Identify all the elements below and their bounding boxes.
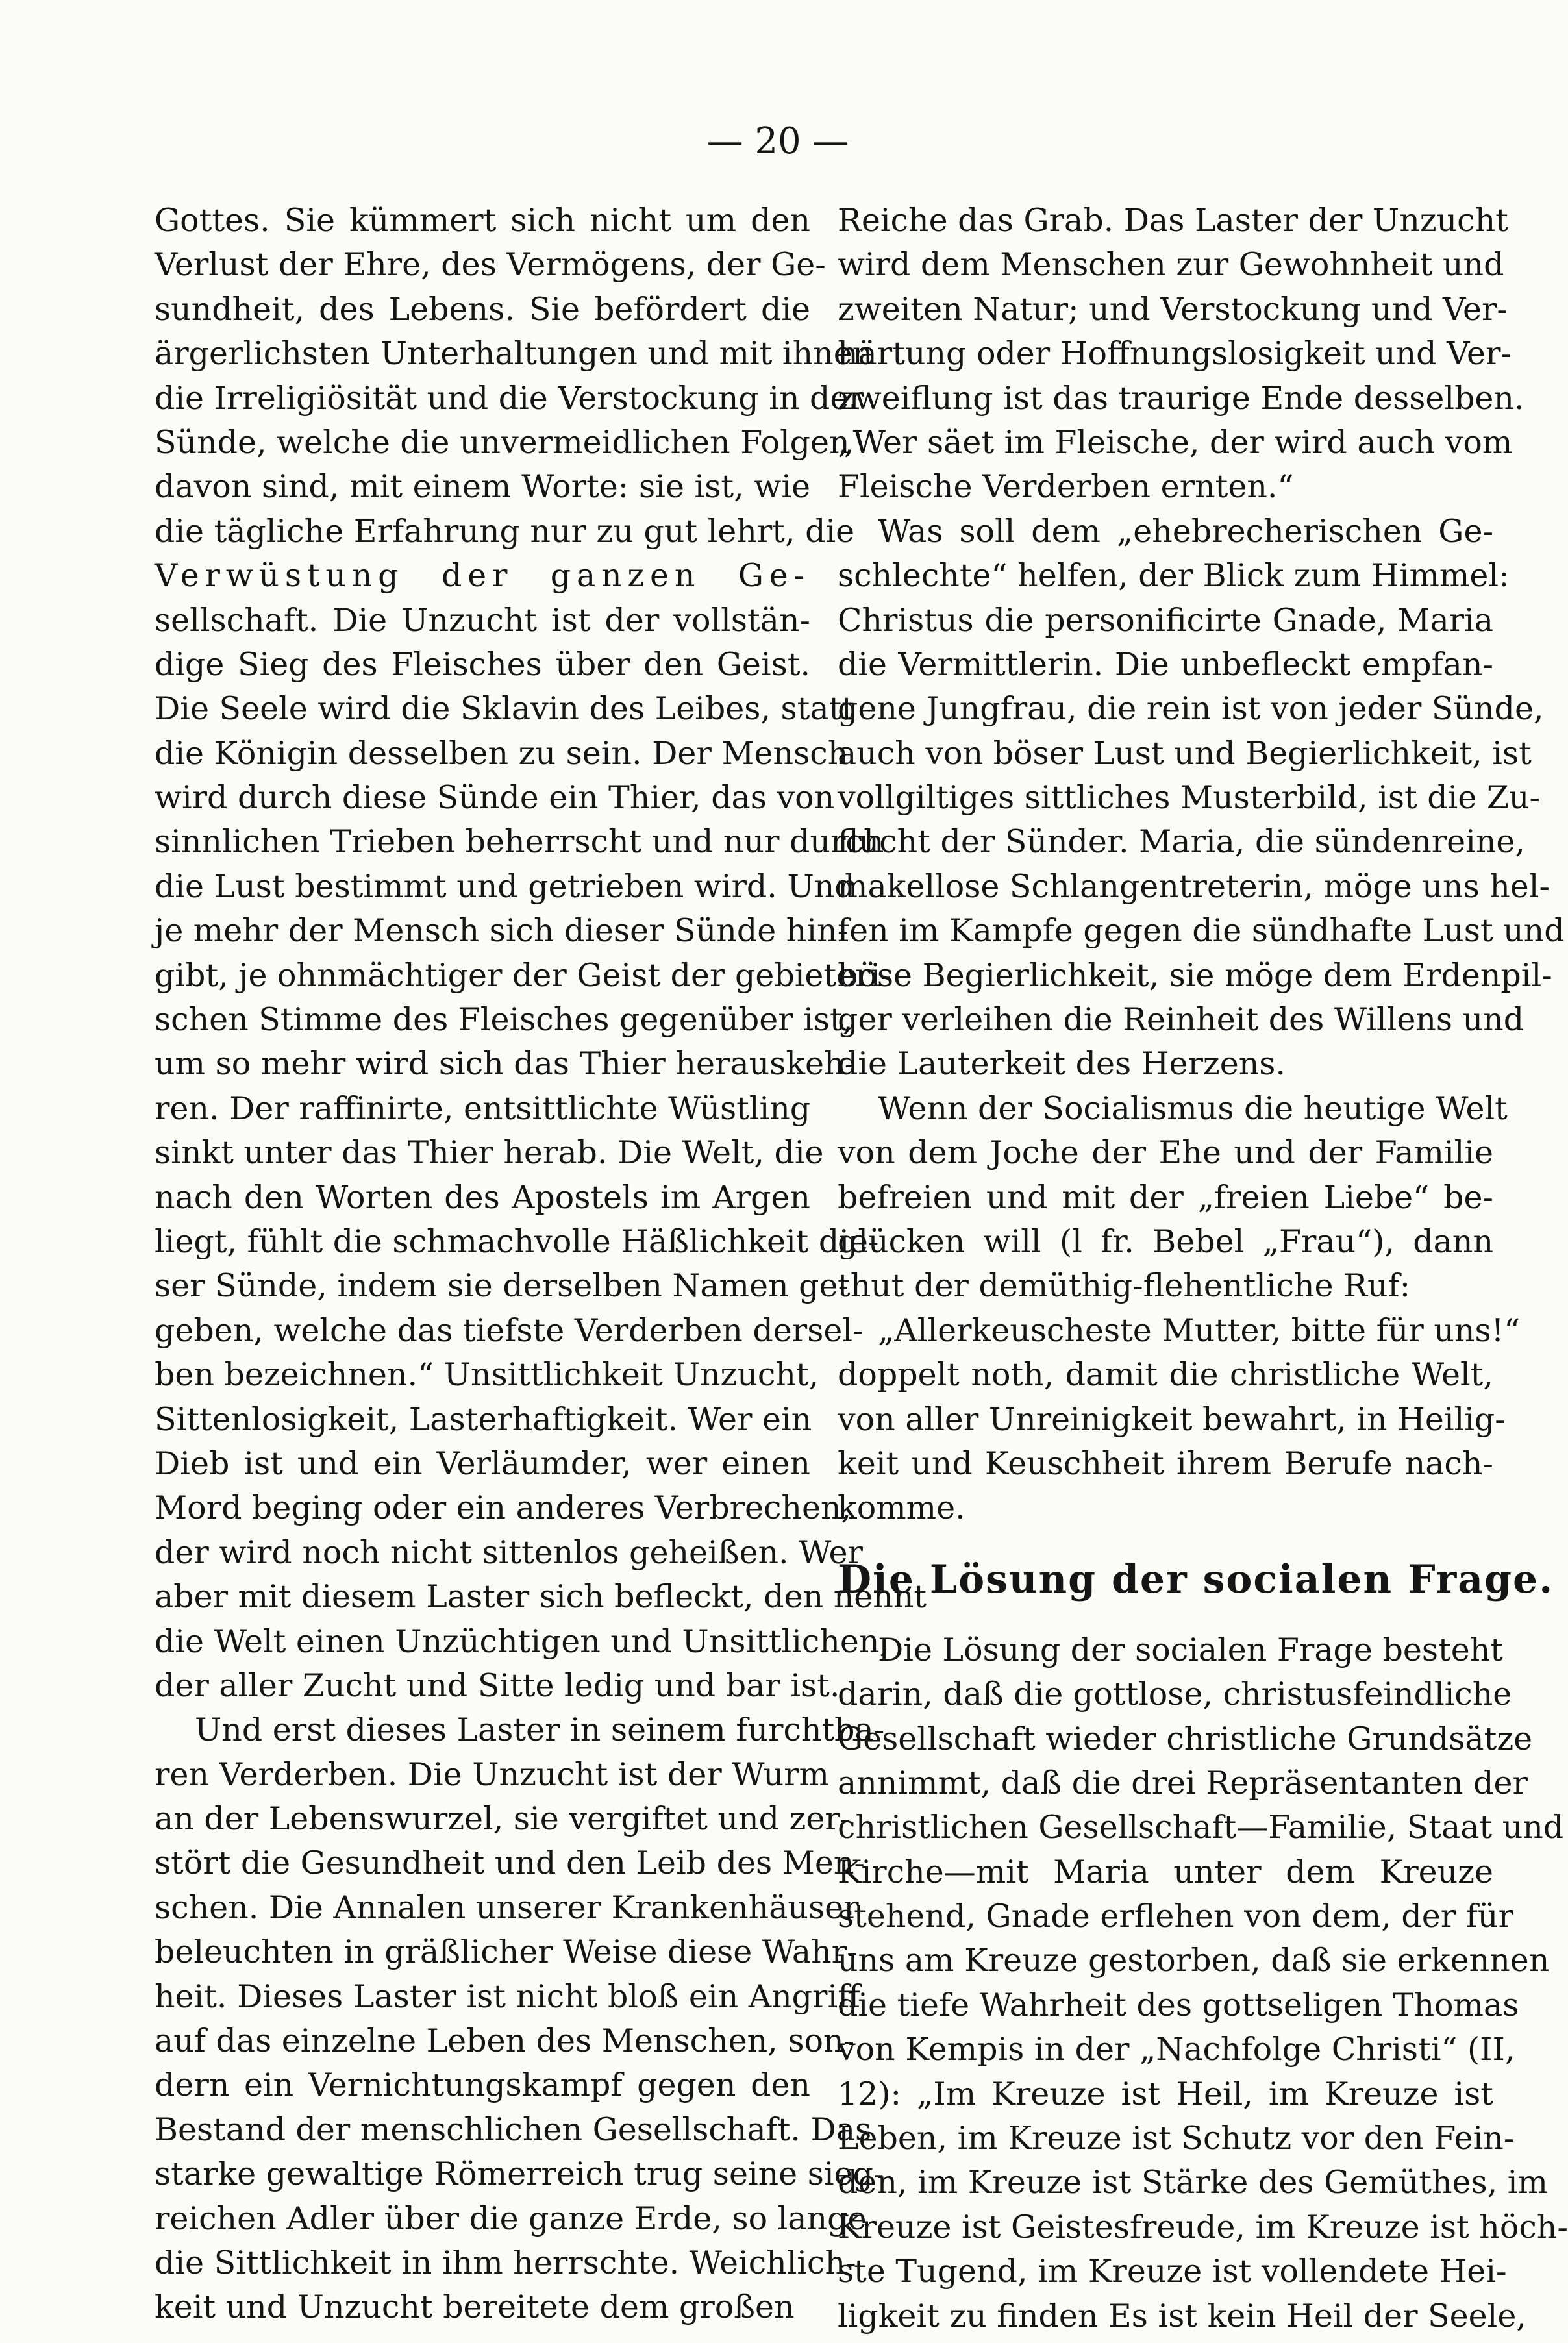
text-line: sinnlichen Trieben beherrscht und nur durch [155, 823, 884, 861]
text-line: schen. Die Annalen unserer Krankenhäuser [155, 1889, 859, 1926]
text-line: der aller Zucht und Sitte ledig und bar ist. [155, 1667, 840, 1704]
text-line: stört die Gesundheit und den Leib des Men- [155, 1844, 865, 1882]
text-line: Kreuze ist Geistesfreude, im Kreuze ist höch- [838, 2208, 1568, 2246]
text-line: ger verleihen die Reinheit des Willens und [838, 1001, 1524, 1039]
text-line: nach den Worten des Apostels im Argen [155, 1178, 810, 1216]
text-line: härtung oder Hoffnungslosigkeit und Ver- [838, 335, 1512, 373]
text-line: geben, welche das tiefste Verderben dersel- [155, 1311, 864, 1349]
text-line: die Vermittlerin. Die unbefleckt empfan- [838, 645, 1493, 683]
text-line: reichen Adler über die ganze Erde, so lange [155, 2200, 867, 2237]
text-line: starke gewaltige Römerreich trug seine sieg- [155, 2155, 884, 2193]
text-line: die Lust bestimmt und getrieben wird. Und [155, 867, 855, 905]
text-line: annimmt, daß die drei Repräsentanten der [838, 1764, 1528, 1802]
text-line: Die Seele wird die Sklavin des Leibes, statt [155, 690, 854, 728]
text-line: der wird noch nicht sittenlos geheißen. Wer [155, 1533, 863, 1571]
text-line: zweiflung ist das traurige Ende desselben. [838, 379, 1524, 417]
text-line: davon sind, mit einem Worte: sie ist, wie [155, 468, 810, 506]
text-line: den, im Kreuze ist Stärke des Gemüthes, im [838, 2164, 1548, 2201]
text-line: böse Begierlichkeit, sie möge dem Erdenpil- [838, 956, 1552, 994]
text-line: makellose Schlangentreterin, möge uns hel- [838, 867, 1550, 905]
text-line: fen im Kampfe gegen die sündhafte Lust und [838, 912, 1565, 950]
text-line: Fleische Verderben ernten.“ [838, 468, 1294, 506]
text-line: sinkt unter das Thier herab. Die Welt, die [155, 1134, 824, 1172]
text-line: keit und Keuschheit ihrem Berufe nach- [838, 1444, 1493, 1482]
text-line: dige Sieg des Fleisches über den Geist. [155, 645, 810, 683]
text-line: Christus die personificirte Gnade, Maria [838, 601, 1493, 639]
text-line: glücken will (l fr. Bebel „Frau“), dann [838, 1222, 1493, 1260]
text-line: Kirche—mit Maria unter dem Kreuze [838, 1853, 1493, 1891]
text-line: je mehr der Mensch sich dieser Sünde hin- [155, 912, 849, 950]
text-line: wird durch diese Sünde ein Thier, das von [155, 779, 835, 817]
text-line: doppelt noth, damit die christliche Welt, [838, 1356, 1493, 1394]
text-line: an der Lebenswurzel, sie vergiftet und zer- [155, 1800, 851, 1838]
text-line: die tiefe Wahrheit des gottseligen Thomas [838, 1986, 1519, 2024]
text-line: „Allerkeuscheste Mutter, bitte für uns!“ [878, 1311, 1521, 1349]
text-line: keit und Unzucht bereitete dem großen [155, 2288, 795, 2326]
text-line: die Welt einen Unzüchtigen und Unsittlichen, [155, 1622, 890, 1660]
text-line: von Kempis in der „Nachfolge Christi“ (II, [838, 2031, 1515, 2068]
text-line: die Königin desselben zu sein. Der Mensch [155, 734, 849, 772]
text-line: Verwüstung der ganzen Ge- [155, 557, 810, 595]
text-line: gene Jungfrau, die rein ist von jeder Sünde, [838, 690, 1544, 728]
text-line: ärgerlichsten Unterhaltungen und mit ihnen [155, 335, 873, 373]
text-line: beleuchten in gräßlicher Weise diese Wahr- [155, 1933, 858, 1971]
text-line: Die Lösung der socialen Frage besteht [878, 1631, 1503, 1668]
text-line: ste Tugend, im Kreuze ist vollendete Hei- [838, 2253, 1507, 2290]
text-line: aber mit diesem Laster sich befleckt, den nennt [155, 1578, 927, 1616]
text-line: Reiche das Grab. Das Laster der Unzucht [838, 202, 1508, 239]
text-line: Gottes. Sie kümmert sich nicht um den [155, 202, 810, 239]
text-line: Verlust der Ehre, des Vermögens, der Ge- [155, 246, 826, 284]
text-line: komme. [838, 1489, 965, 1527]
text-line: thut der demüthig-flehentliche Ruf: [838, 1267, 1411, 1305]
text-line: vollgiltiges sittliches Musterbild, ist die Zu- [838, 779, 1541, 817]
text-line: wird dem Menschen zur Gewohnheit und [838, 246, 1504, 284]
text-line: sellschaft. Die Unzucht ist der vollstän- [155, 601, 810, 639]
text-line: stehend, Gnade erflehen von dem, der für [838, 1898, 1513, 1935]
text-line: um so mehr wird sich das Thier herauskeh- [155, 1045, 856, 1083]
text-line: 12): „Im Kreuze ist Heil, im Kreuze ist [838, 2075, 1493, 2113]
right-column-top-text [838, 199, 1565, 1531]
text-line: gibt, je ohnmächtiger der Geist der gebieteri- [155, 956, 891, 994]
text-line: dern ein Vernichtungskampf gegen den [155, 2066, 810, 2104]
text-line: Mord beging oder ein anderes Verbrechen, [155, 1489, 852, 1527]
text-line: sundheit, des Lebens. Sie befördert die [155, 290, 810, 328]
section-heading: Die Lösung der socialen Frage. [838, 1556, 1554, 1602]
text-line: darin, daß die gottlose, christusfeindliche [838, 1676, 1512, 1713]
text-line: auch von böser Lust und Begierlichkeit, ist [838, 734, 1532, 772]
text-line: die Lauterkeit des Herzens. [838, 1045, 1286, 1083]
text-line: flucht der Sünder. Maria, die sündenreine, [838, 823, 1525, 861]
text-line: von dem Joche der Ehe und der Familie [838, 1134, 1493, 1172]
text-line: ren. Der raffinirte, entsittlichte Wüstling [155, 1089, 811, 1127]
text-line: Sünde, welche die unvermeidlichen Folgen [155, 423, 850, 461]
text-line: die Irreligiösität und die Verstockung in der [155, 379, 864, 417]
text-line: Wenn der Socialismus die heutige Welt [878, 1089, 1508, 1127]
text-line: uns am Kreuze gestorben, daß sie erkennen [838, 1942, 1550, 1979]
page-number: — 20 — [706, 120, 849, 162]
text-line: ren Verderben. Die Unzucht ist der Wurm [155, 1755, 830, 1793]
text-line: schlechte“ helfen, der Blick zum Himmel: [838, 557, 1510, 595]
text-line: Und erst dieses Laster in seinem furchtba- [195, 1711, 885, 1749]
text-line: befreien und mit der „freien Liebe“ be- [838, 1178, 1493, 1216]
right-column-bottom-text [838, 1628, 1568, 2338]
text-line: heit. Dieses Laster ist nicht bloß ein Angriff [155, 1977, 860, 2015]
text-line: schen Stimme des Fleisches gegenüber ist, [155, 1001, 853, 1039]
right-column [838, 199, 1568, 2338]
text-line: Gesellschaft wieder christliche Grundsätze [838, 1720, 1533, 1757]
text-line: Was soll dem „ehebrecherischen Ge- [878, 512, 1493, 550]
text-line: ligkeit zu finden Es ist kein Heil der Seele, [838, 2297, 1526, 2335]
text-line: zweiten Natur; und Verstockung und Ver- [838, 290, 1508, 328]
text-line: liegt, fühlt die schmachvolle Häßlichkeit die- [155, 1222, 879, 1260]
text-line: die Sittlichkeit in ihm herrschte. Weichlich- [155, 2244, 856, 2281]
text-line: christlichen Gesellschaft—Familie, Staat und [838, 1809, 1564, 1846]
text-line: die tägliche Erfahrung nur zu gut lehrt, die [155, 512, 855, 550]
text-line: Dieb ist und ein Verläumder, wer einen [155, 1444, 810, 1482]
text-line: auf das einzelne Leben des Menschen, son- [155, 2022, 855, 2060]
text-line: Leben, im Kreuze ist Schutz vor den Fein- [838, 2120, 1515, 2157]
text-line: ben bezeichnen.“ Unsittlichkeit Unzucht, [155, 1356, 819, 1394]
text-line: ser Sünde, indem sie derselben Namen ge- [155, 1267, 849, 1305]
text-line: Sittenlosigkeit, Lasterhaftigkeit. Wer ein [155, 1400, 812, 1438]
text-line: Bestand der menschlichen Gesellschaft. Das [155, 2111, 872, 2148]
text-line: „Wer säet im Fleische, der wird auch vom [838, 423, 1513, 461]
text-line: von aller Unreinigkeit bewahrt, in Heilig- [838, 1400, 1506, 1438]
